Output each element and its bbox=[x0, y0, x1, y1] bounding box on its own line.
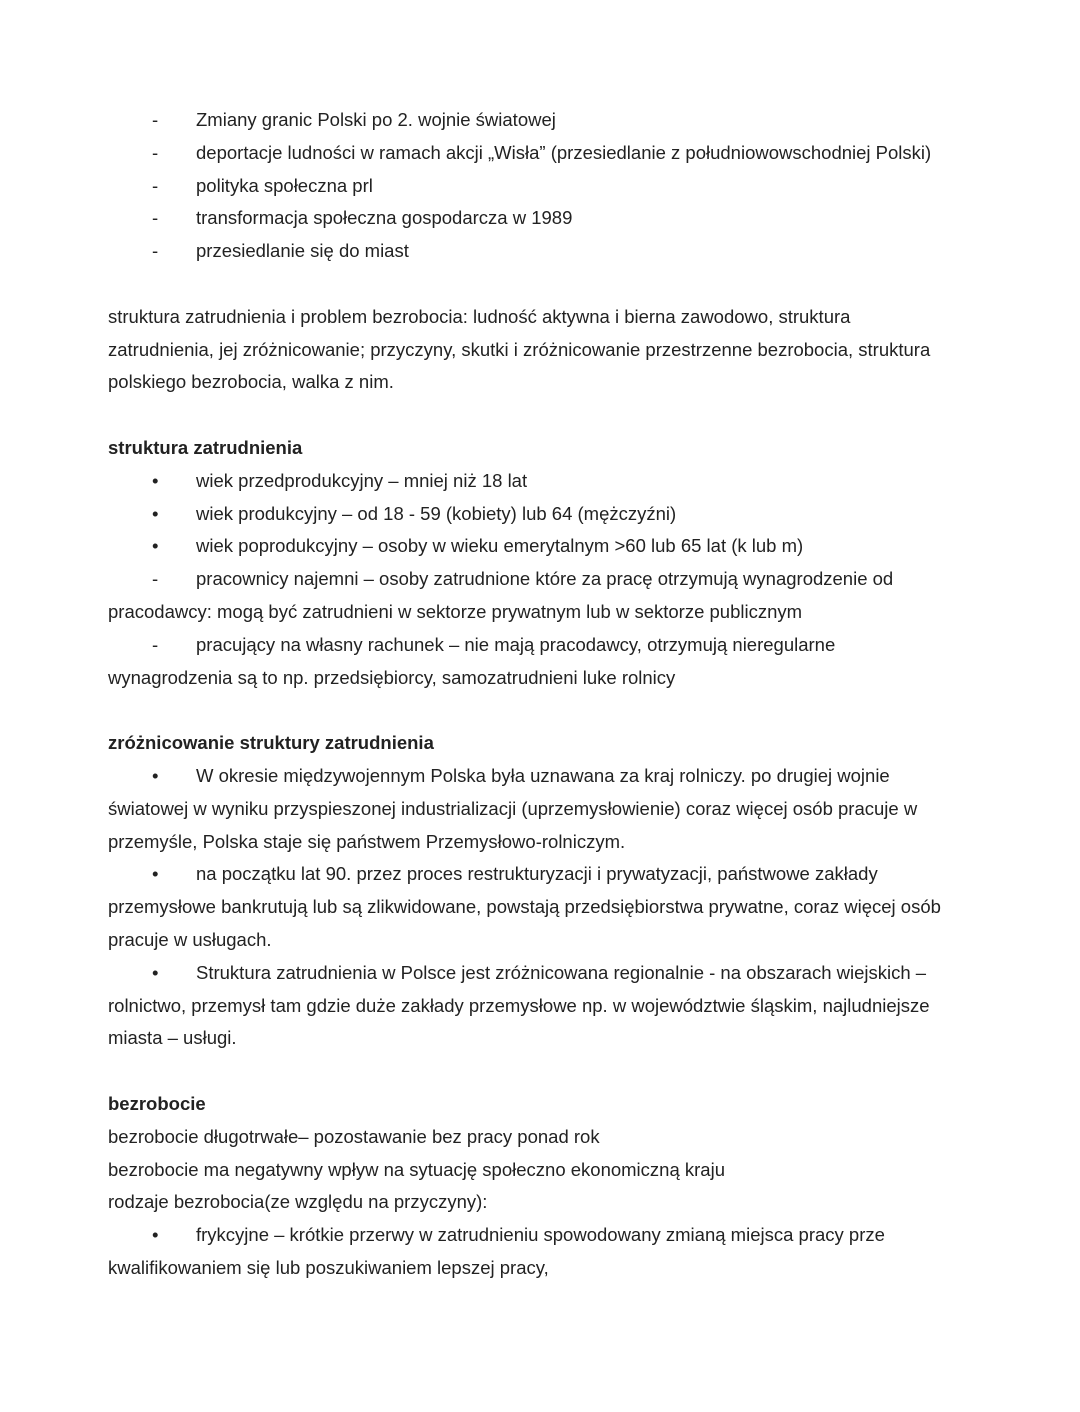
list-item: - deportacje ludności w ramach akcji „Wisła” (przesiedlanie z południowowschodniej Polski) bbox=[108, 137, 988, 170]
bullet-marker: • bbox=[152, 961, 159, 983]
document-page bbox=[108, 104, 988, 1285]
dash-marker: - bbox=[152, 207, 159, 229]
dash-marker: - bbox=[152, 240, 159, 262]
topic-paragraph: struktura zatrudnienia i problem bezrobocia: ludność aktywna i bierna zawodowo, struktura zatrudnienia, jej zróżnicowanie; przyczyny, skutki i zróżnicowanie przestrzenne bezrobocia, struktura polskiego bezrobocia, walka z nim. bbox=[108, 305, 931, 393]
section-employment-differentiation bbox=[108, 727, 988, 1055]
list-item: • wiek produkcyjny – od 18 - 59 (kobiety) lub 64 (mężczyźni) bbox=[108, 498, 988, 531]
bullet-marker: • bbox=[152, 535, 159, 557]
list-item: - pracownicy najemni – osoby zatrudnione które za pracę otrzymują wynagrodzenie od pracodawcy: mogą być zatrudnieni w sektorze prywatnym lub w sektorze publicznym bbox=[108, 563, 988, 629]
dash-marker: - bbox=[152, 109, 159, 130]
section-heading: zróżnicowanie struktury zatrudnienia bbox=[108, 732, 434, 754]
intro-list bbox=[108, 104, 988, 268]
list-item: • Struktura zatrudnienia w Polsce jest zróżnicowana regionalnie - na obszarach wiejskich – rolnictwo, przemysł tam gdzie duże zakłady przemysłowe np. w województwie śląskim, najludniejsze miasta – usługi. bbox=[108, 957, 988, 1055]
bullet-marker: • bbox=[152, 863, 159, 885]
bullet-marker: • bbox=[152, 469, 159, 491]
list-item: • W okresie międzywojennym Polska była uznawana za kraj rolniczy. po drugiej wojnie światowej w wyniku przyspieszonej industrializacji (uprzemysłowienie) coraz więcej osób pracuje w przemyśle, Polska staje się państwem Przemysłowo-rolniczym. bbox=[108, 760, 988, 858]
list-item: - polityka społeczna prl bbox=[108, 170, 988, 203]
list-item: - transformacja społeczna gospodarcza w 1989 bbox=[108, 202, 988, 235]
list-item: - Zmiany granic Polski po 2. wojnie światowej bbox=[108, 104, 988, 137]
list-item: - przesiedlanie się do miast bbox=[108, 235, 988, 268]
section-heading: struktura zatrudnienia bbox=[108, 436, 303, 458]
list-item: - pracujący na własny rachunek – nie mają pracodawcy, otrzymują nieregularne wynagrodzenia są to np. przedsiębiorcy, samozatrudnieni luke rolnicy bbox=[108, 629, 988, 695]
dash-marker: - bbox=[152, 141, 159, 163]
dash-marker: - bbox=[152, 633, 159, 655]
section-employment-structure bbox=[108, 432, 988, 694]
section-heading: bezrobocie bbox=[108, 1092, 206, 1114]
dash-marker: - bbox=[152, 568, 159, 590]
list-item: • frykcyjne – krótkie przerwy w zatrudnieniu spowodowany zmianą miejsca pracy prze kwalifikowaniem się lub poszukiwaniem lepszej pracy, bbox=[108, 1219, 988, 1285]
list-item: • wiek przedprodukcyjny – mniej niż 18 lat bbox=[108, 465, 988, 498]
dash-marker: - bbox=[152, 174, 159, 196]
section-unemployment: bezrobocie bezrobocie długotrwałe– pozostawanie bez pracy ponad rok bezrobocie ma negatywny wpływ na sytuację społeczno ekonomiczną kraju rodzaje bezrobocia(ze względu na przyczyny): • frykcyjne – krótkie przerwy w zatrudnieniu spowodowany zmianą miejsca pracy prze kwalifikowaniem się lub poszukiwaniem lepszej pracy, bbox=[108, 1088, 988, 1285]
bullet-marker: • bbox=[152, 1224, 159, 1246]
list-item: • na początku lat 90. przez proces restrukturyzacji i prywatyzacji, państwowe zakłady przemysłowe bankrutują lub są zlikwidowane, powstają przedsiębiorstwa prywatne, coraz więcej osób pracuje w usługach. bbox=[108, 858, 988, 956]
bullet-marker: • bbox=[152, 502, 159, 524]
bullet-marker: • bbox=[152, 764, 159, 786]
list-item: • wiek poprodukcyjny – osoby w wieku emerytalnym >60 lub 65 lat (k lub m) bbox=[108, 530, 988, 563]
